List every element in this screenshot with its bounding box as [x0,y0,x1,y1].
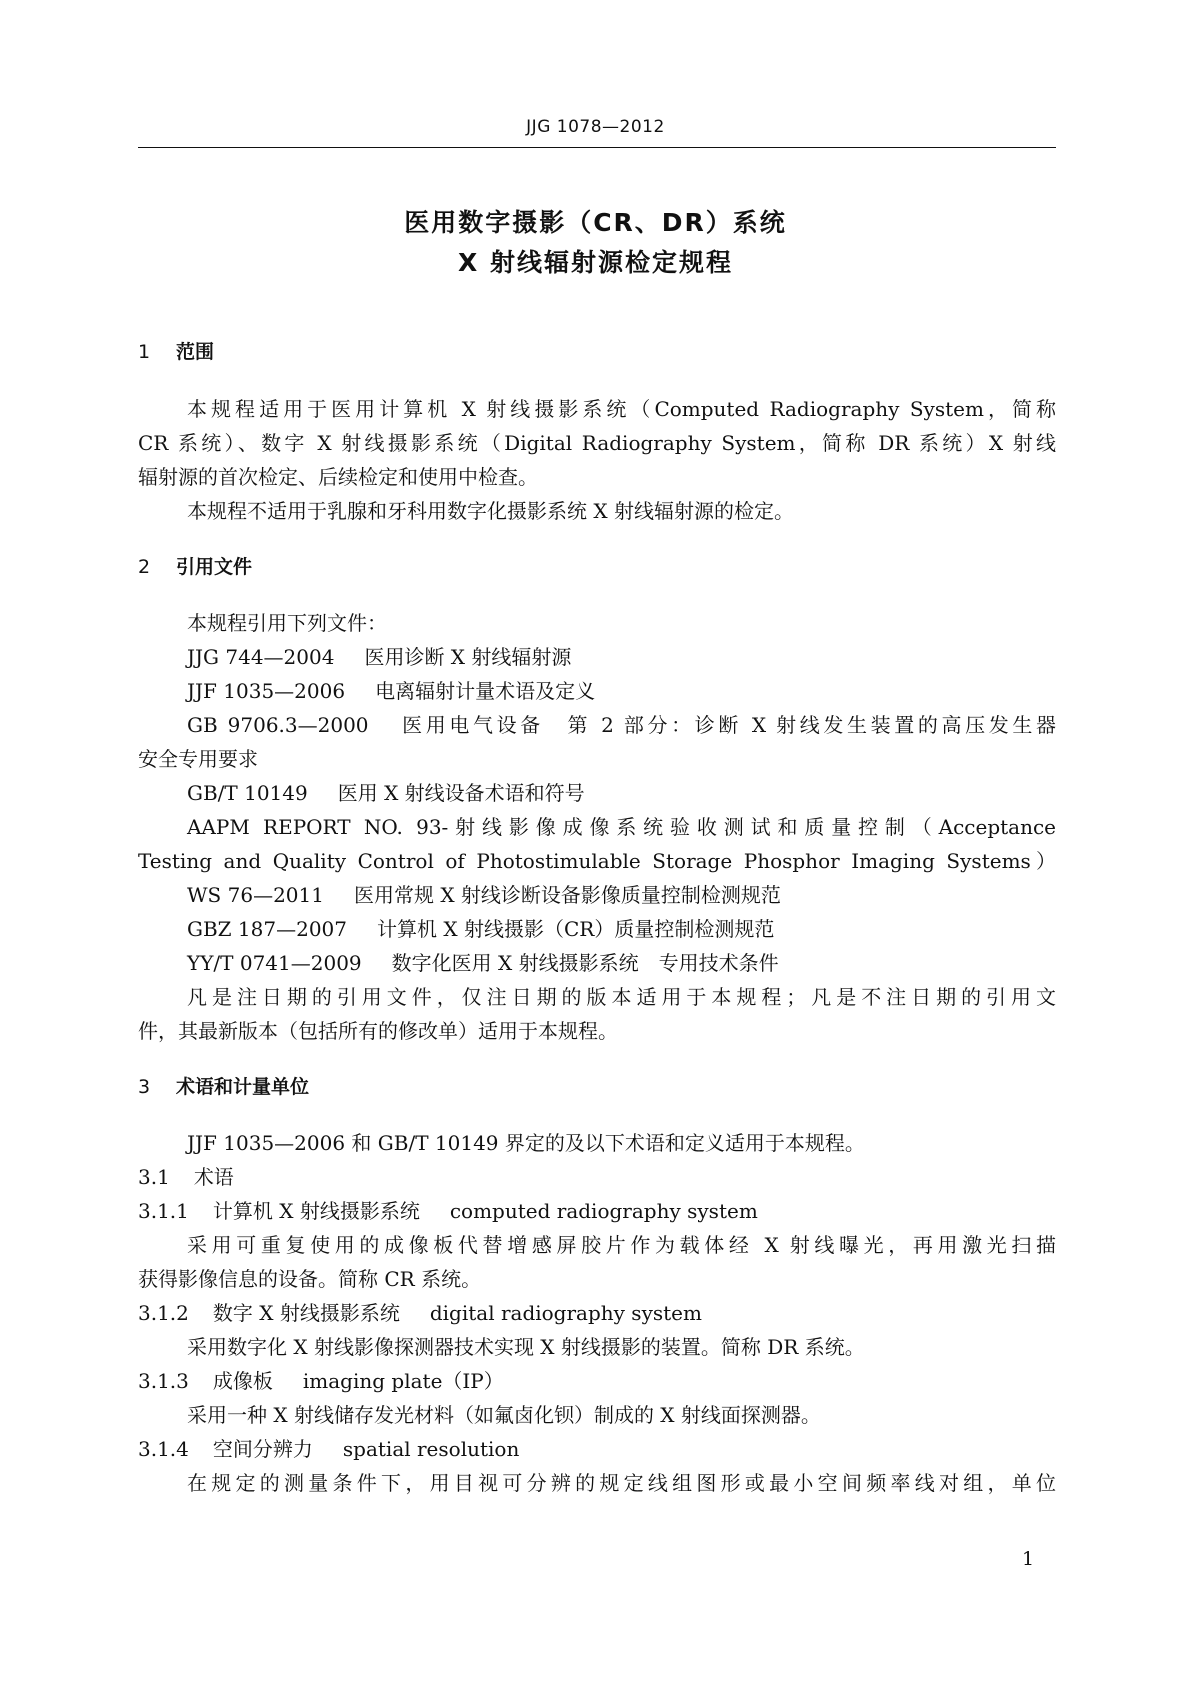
clause-title: 空间分辨力 [212,1437,313,1461]
refs-intro: 本规程引用下列文件： [187,611,387,635]
scope-paragraph-line: CR 系统）、数字 X 射线摄影系统（Digital Radiography System，简称 DR 系统）X 射线 [138,431,1056,455]
reference-code: GB 9706.3—2000 [187,713,369,737]
reference-code: JJF 1035—2006 [187,679,346,703]
clause-number: 3.1.3 [138,1369,189,1393]
reference-title: 数字化医用 X 射线摄影系统 专用技术条件 [391,951,779,975]
clause-3-1-1 [138,1199,758,1223]
section-number: 3 [138,1076,151,1098]
reference-title: 计算机 X 射线摄影（CR）质量控制检测规范 [377,917,775,941]
scope-paragraph-line: 辐射源的首次检定、后续检定和使用中检查。 [138,465,538,489]
section-title: 引用文件 [176,556,253,578]
clause-title: 成像板 [212,1369,273,1393]
clause-english-term: imaging plate（IP） [302,1369,504,1393]
clause-number: 3.1 [138,1165,170,1189]
section-title: 范围 [176,341,215,363]
section-3-heading [138,1075,309,1099]
reference-code: GBZ 187—2007 [187,917,347,941]
clause-number: 3.1.2 [138,1301,189,1325]
reference-continuation: Testing and Quality Control of Photostimulable Storage Phosphor Imaging Systems） [138,849,1056,873]
header-rule [138,147,1056,148]
reference-item [187,713,1056,737]
clause-3-1 [138,1165,234,1189]
reference-title: 医用常规 X 射线诊断设备影像质量控制检测规范 [353,883,781,907]
document-title-line1: 医用数字摄影（CR、DR）系统 [404,208,787,237]
reference-code: GB/T 10149 [187,781,308,805]
reference-title: 医用诊断 X 射线辐射源 [364,645,572,669]
clause-english-term: digital radiography system [429,1301,702,1325]
clause-english-term: spatial resolution [342,1437,520,1461]
reference-item [187,951,779,975]
reference-title: 电离辐射计量术语及定义 [375,679,596,703]
clause-title: 数字 X 射线摄影系统 [212,1301,400,1325]
reference-item [187,645,571,669]
scope-paragraph-line: 本规程适用于医用计算机 X 射线摄影系统（Computed Radiography System，简称 [187,397,1056,421]
clause-number: 3.1.4 [138,1437,189,1461]
definition-line: 获得影像信息的设备。简称 CR 系统。 [138,1267,482,1291]
document-title-line2: X 射线辐射源检定规程 [458,248,733,277]
page-number: 1 [1022,1548,1035,1570]
reference-item [187,815,1056,839]
running-header: JJG 1078—2012 [526,117,665,137]
definition-line: 在规定的测量条件下，用目视可分辨的规定线组图形或最小空间频率线对组，单位 [187,1471,1056,1495]
definition-line: 采用一种 X 射线储存发光材料（如氟卤化钡）制成的 X 射线面探测器。 [187,1403,821,1427]
definition-line: 采用可重复使用的成像板代替增感屏胶片作为载体经 X 射线曝光，再用激光扫描 [187,1233,1056,1257]
clause-3-1-2 [138,1301,702,1325]
section-number: 2 [138,556,151,578]
scope-paragraph-2: 本规程不适用于乳腺和牙科用数字化摄影系统 X 射线辐射源的检定。 [187,499,794,523]
section-2-heading [138,555,252,579]
section-number: 1 [138,341,151,363]
reference-item [187,679,595,703]
clause-3-1-3 [138,1369,504,1393]
clause-3-1-4 [138,1437,519,1461]
section-title: 术语和计量单位 [176,1076,310,1098]
reference-continuation: 安全专用要求 [138,747,258,771]
reference-item [187,917,774,941]
reference-code: YY/T 0741—2009 [187,951,362,975]
definition-line: 采用数字化 X 射线影像探测器技术实现 X 射线摄影的装置。简称 DR 系统。 [187,1335,865,1359]
reference-code: WS 76—2011 [187,883,324,907]
clause-number: 3.1.1 [138,1199,189,1223]
reference-code: JJG 744—2004 [187,645,335,669]
refs-note-line: 件，其最新版本（包括所有的修改单）适用于本规程。 [138,1019,618,1043]
reference-item [187,883,781,907]
clause-title: 术语 [193,1165,234,1189]
reference-title: 医用 X 射线设备术语和符号 [337,781,585,805]
reference-item [187,781,585,805]
clause-english-term: computed radiography system [449,1199,758,1223]
refs-note-line: 凡是注日期的引用文件，仅注日期的版本适用于本规程；凡是不注日期的引用文 [187,985,1056,1009]
reference-title: AAPM REPORT NO. 93-射线影像成像系统验收测试和质量控制（Acceptance [187,815,1056,839]
terms-intro: JJF 1035—2006 和 GB/T 10149 界定的及以下术语和定义适用于本规程。 [187,1131,865,1155]
section-1-heading [138,340,214,364]
reference-title: 医用电气设备 第 2 部分：诊断 X 射线发生装置的高压发生器 [398,713,1056,737]
clause-title: 计算机 X 射线摄影系统 [212,1199,420,1223]
